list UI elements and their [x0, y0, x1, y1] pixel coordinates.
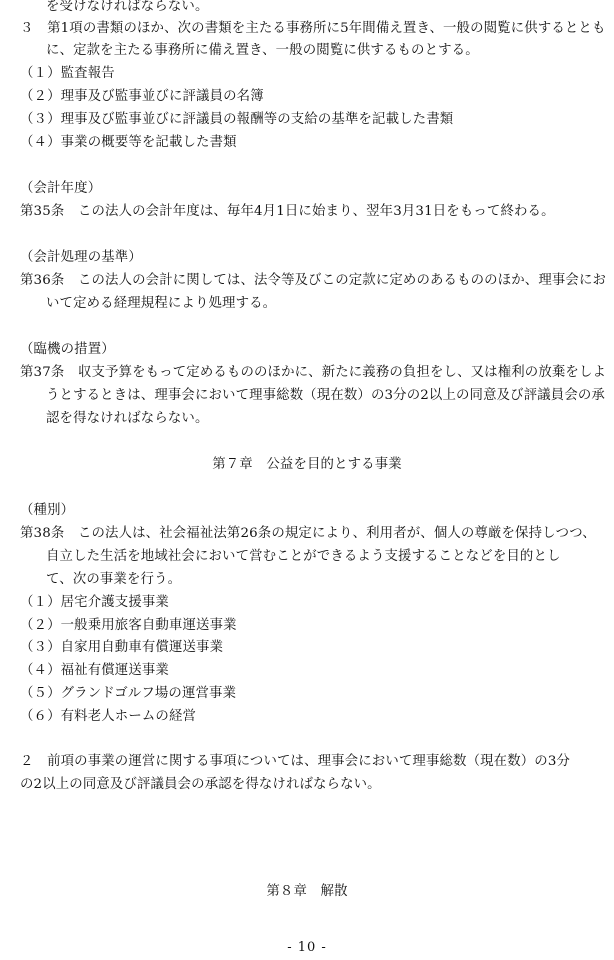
list-item: （５）グランドゴルフ場の運営事業	[20, 686, 237, 701]
list-item: （４）福祉有償運送事業	[20, 663, 169, 678]
list-item: （３）理事及び監事並びに評議員の報酬等の支給の基準を記載した書類	[20, 112, 454, 127]
article-38-line3: て、次の事業を行う。	[46, 572, 182, 587]
article-36-heading: （会計処理の基準）	[20, 250, 142, 265]
article-38-heading: （種別）	[20, 503, 75, 518]
article-38-para2-line1: ２ 前項の事業の運営に関する事項については、理事会において理事総数（現在数）の3分	[20, 754, 571, 769]
article-38-line1: 第38条 この法人は、社会福祉法第26条の規定により、利用者が、個人の尊厳を保持しつつ、	[20, 526, 596, 541]
article-35-text: 第35条 この法人の会計年度は、毎年4月1日に始まり、翌年3月31日をもって終わる。	[20, 204, 555, 219]
article-36-line1: 第36条 この法人の会計に関しては、法令等及びこの定款に定めのあるもののほか、理事会にお	[20, 273, 607, 288]
list-item: （２）理事及び監事並びに評議員の名簿	[20, 89, 264, 104]
list-item: （１）居宅介護支援事業	[20, 595, 169, 610]
article-34-tail: を受けなければならない。	[46, 0, 209, 14]
article-34-para3-line2: に、定款を主たる事務所に備え置き、一般の閲覧に供するものとする。	[46, 43, 479, 58]
article-37-line1: 第37条 収支予算をもって定めるもののほかに、新たに義務の負担をし、又は権利の放棄をしよ	[20, 365, 607, 380]
article-37-line3: 認を得なければならない。	[46, 411, 209, 426]
list-item: （４）事業の概要等を記載した書類	[20, 135, 237, 150]
article-34-para3-line1: ３ 第1項の書類のほか、次の書類を主たる事務所に5年間備え置き、一般の閲覧に供するととも	[20, 21, 606, 36]
article-38-para2-line2: の2以上の同意及び評議員会の承認を得なければならない。	[20, 777, 381, 792]
article-37-line2: うとするときは、理事会において理事総数（現在数）の3分の2以上の同意及び評議員会の承	[46, 388, 605, 403]
article-37-heading: （臨機の措置）	[20, 342, 115, 357]
article-36-line2: いて定める経理規程により処理する。	[46, 296, 277, 311]
list-item: （３）自家用自動車有償運送事業	[20, 640, 224, 655]
page-number: - 10 -	[287, 940, 327, 955]
list-item: （２）一般乗用旅客自動車運送事業	[20, 618, 237, 633]
article-35-heading: （会計年度）	[20, 181, 102, 196]
chapter-7-title: 第７章 公益を目的とする事業	[212, 457, 402, 472]
article-38-line2: 自立した生活を地域社会において営むことができるよう支援することなどを目的とし	[46, 549, 561, 564]
list-item: （６）有料老人ホームの経営	[20, 709, 197, 724]
chapter-8-title: 第８章 解散	[266, 884, 348, 899]
list-item: （１）監査報告	[20, 66, 115, 81]
